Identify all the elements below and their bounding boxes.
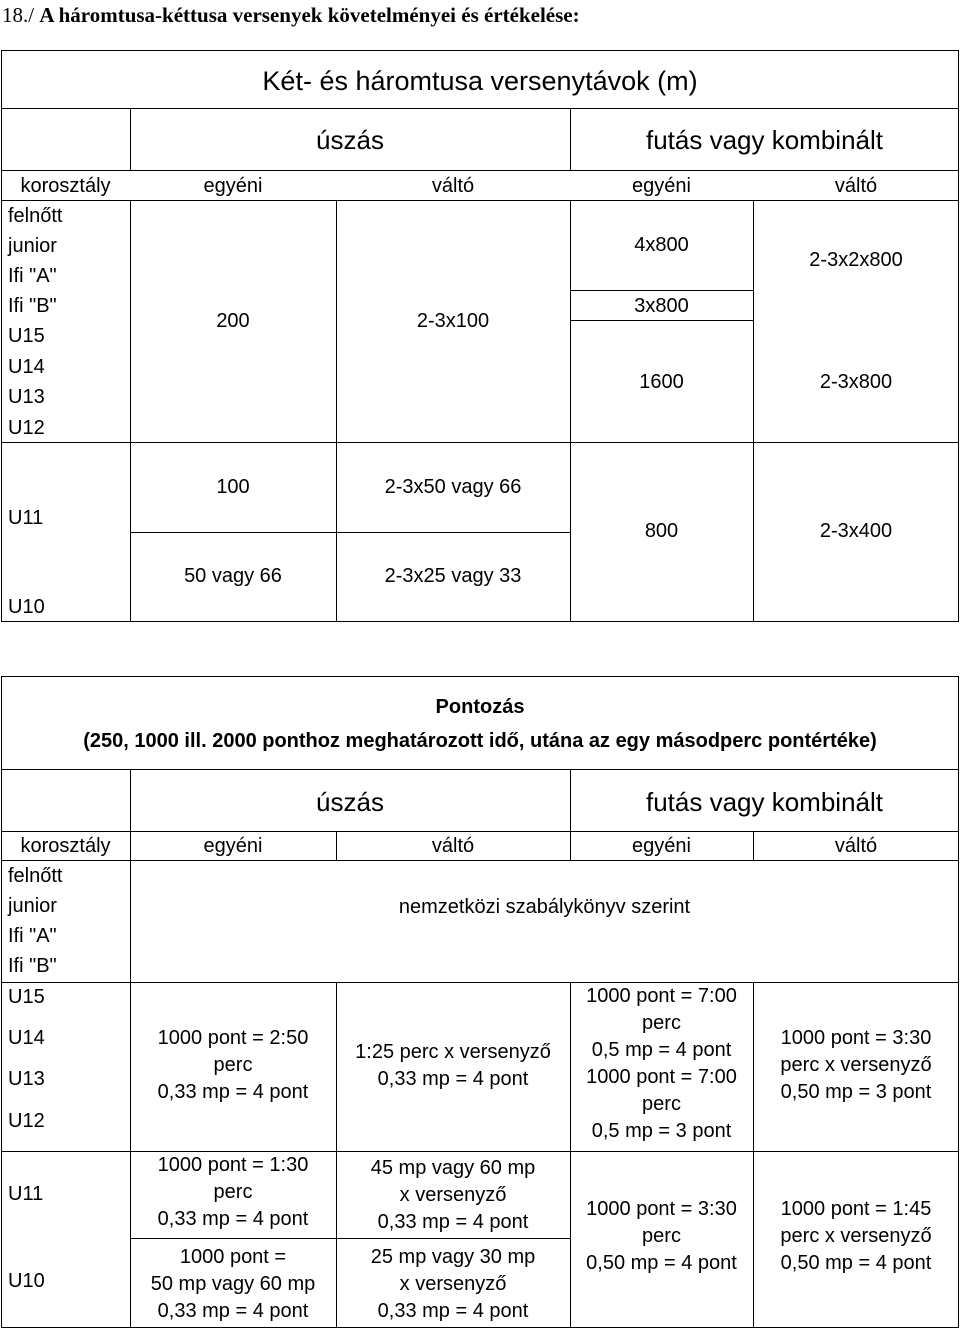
col-header-age: korosztály [20, 835, 111, 857]
grid-line [570, 290, 753, 291]
grid-line [1, 200, 959, 201]
swim-individual-distance: 100 [216, 476, 250, 498]
swim-individual-score [130, 1244, 336, 1325]
run-individual-distance: 4x800 [634, 234, 689, 256]
col-header-swim-relay: váltó [431, 835, 475, 857]
run-relay-distance: 2-3x800 [819, 371, 893, 393]
grid-line [570, 320, 753, 321]
section-heading [2, 2, 580, 28]
run-relay-score [753, 1025, 959, 1106]
swim-individual-distance: 200 [216, 310, 250, 332]
score-line: 0,33 mp = 4 pont [157, 1300, 309, 1322]
score-line: perc [642, 1093, 681, 1115]
swim-relay-score [336, 1155, 570, 1236]
score-line: 45 mp vagy 60 mp [370, 1157, 536, 1179]
score-line: 1:25 perc x versenyző [355, 1041, 551, 1063]
age-label: U13 [8, 386, 45, 408]
score-line: 50 mp vagy 60 mp [150, 1273, 316, 1295]
score-line: 0,50 mp = 4 pont [586, 1252, 737, 1274]
swim-individual-distance: 50 vagy 66 [184, 565, 282, 587]
col-header-age: korosztály [20, 175, 111, 197]
score-line: 0,50 mp = 3 pont [780, 1081, 932, 1103]
age-label: junior [8, 235, 57, 257]
col-header-swim-relay: váltó [431, 175, 475, 197]
section-number: 18./ [2, 3, 35, 27]
score-line: perc [642, 1012, 681, 1034]
age-label: U11 [8, 507, 44, 529]
swim-relay-score [336, 1039, 570, 1093]
swim-group-header: úszás [316, 125, 384, 155]
score-line: x versenyző [399, 1273, 507, 1295]
age-label: junior [8, 895, 57, 917]
col-header-run-individual: egyéni [632, 835, 691, 857]
score-line: perc x versenyző [780, 1054, 932, 1076]
swim-relay-distance: 2-3x50 vagy 66 [384, 476, 522, 498]
run-relay-score [753, 1196, 959, 1277]
run-individual-score [570, 983, 753, 1145]
age-label: U12 [8, 417, 45, 439]
age-label: Ifi "B" [8, 955, 57, 977]
age-label: Ifi "B" [8, 295, 57, 317]
swim-relay-score [336, 1244, 570, 1325]
run-relay-distance: 2-3x2x800 [809, 249, 903, 271]
age-label: Ifi "A" [8, 265, 57, 287]
grid-line [1, 831, 959, 832]
grid-line [1, 442, 959, 443]
score-line: 0,50 mp = 4 pont [780, 1252, 932, 1274]
age-label: U15 [8, 325, 45, 347]
grid-line [336, 200, 337, 622]
score-line: perc [213, 1181, 253, 1203]
score-line: 0,33 mp = 4 pont [377, 1068, 529, 1090]
scoring-subtitle: (250, 1000 ill. 2000 ponthoz meghatározott idő, utána az egy másodperc pontértéke) [83, 730, 877, 752]
age-label: felnőtt [8, 865, 63, 887]
score-line: 0,5 mp = 3 pont [591, 1120, 732, 1142]
score-line: 0,33 mp = 4 pont [157, 1081, 309, 1103]
run-group-header: futás vagy kombinált [645, 787, 883, 817]
age-label: U10 [8, 1270, 45, 1292]
score-line: 1000 pont = 7:00 [586, 985, 737, 1007]
swim-group-header: úszás [316, 787, 384, 817]
score-line: 1000 pont = 1:45 [780, 1198, 932, 1220]
run-individual-distance: 3x800 [634, 295, 689, 317]
grid-line [1, 860, 959, 861]
col-header-swim-individual: egyéni [203, 835, 263, 857]
age-label: U14 [8, 356, 45, 378]
international-rule-note: nemzetközi szabálykönyv szerint [398, 896, 691, 918]
age-label: U12 [8, 1110, 45, 1132]
grid-line [1, 108, 959, 109]
run-relay-distance: 2-3x400 [819, 520, 893, 542]
age-label: U14 [8, 1027, 45, 1049]
score-line: 0,33 mp = 4 pont [377, 1211, 529, 1233]
score-line: 0,5 mp = 4 pont [591, 1039, 732, 1061]
age-label: U11 [8, 1183, 44, 1205]
score-line: x versenyző [399, 1184, 507, 1206]
age-label: U13 [8, 1068, 45, 1090]
score-line: 0,33 mp = 4 pont [377, 1300, 529, 1322]
age-label: Ifi "A" [8, 925, 57, 947]
run-individual-distance: 1600 [639, 371, 684, 393]
grid-line [570, 200, 571, 622]
score-line: 1000 pont = 2:50 [157, 1027, 309, 1049]
run-individual-distance: 800 [644, 520, 679, 542]
col-header-run-relay: váltó [834, 175, 878, 197]
section-title: A háromtusa-kéttusa versenyek követelményei és értékelése: [39, 3, 580, 27]
scoring-title: Pontozás [435, 696, 525, 718]
score-line: perc x versenyző [780, 1225, 932, 1247]
grid-line [1, 769, 959, 770]
score-line: perc [642, 1225, 681, 1247]
distances-title: Két- és háromtusa versenytávok (m) [262, 66, 698, 96]
col-header-run-individual: egyéni [632, 175, 691, 197]
grid-line [1, 170, 959, 171]
col-header-swim-individual: egyéni [203, 175, 263, 197]
col-header-run-relay: váltó [834, 835, 878, 857]
grid-line [130, 532, 570, 533]
score-line: perc [213, 1054, 253, 1076]
score-line: 1000 pont = [179, 1246, 287, 1268]
grid-line [130, 200, 131, 622]
swim-relay-distance: 2-3x100 [416, 310, 490, 332]
run-individual-score [570, 1196, 753, 1277]
grid-line [130, 1238, 570, 1239]
age-label: U10 [8, 596, 45, 618]
age-label: felnőtt [8, 205, 63, 227]
score-line: 0,33 mp = 4 pont [157, 1208, 309, 1230]
run-group-header: futás vagy kombinált [645, 125, 883, 155]
age-label: U15 [8, 986, 45, 1008]
score-line: 1000 pont = 3:30 [586, 1198, 737, 1220]
grid-line [1, 982, 959, 983]
swim-individual-score [130, 1152, 336, 1233]
score-line: 1000 pont = 3:30 [780, 1027, 932, 1049]
score-line: 1000 pont = 7:00 [586, 1066, 737, 1088]
score-line: 1000 pont = 1:30 [157, 1154, 309, 1176]
swim-individual-score [130, 1025, 336, 1106]
score-line: 25 mp vagy 30 mp [370, 1246, 536, 1268]
swim-relay-distance: 2-3x25 vagy 33 [384, 565, 522, 587]
